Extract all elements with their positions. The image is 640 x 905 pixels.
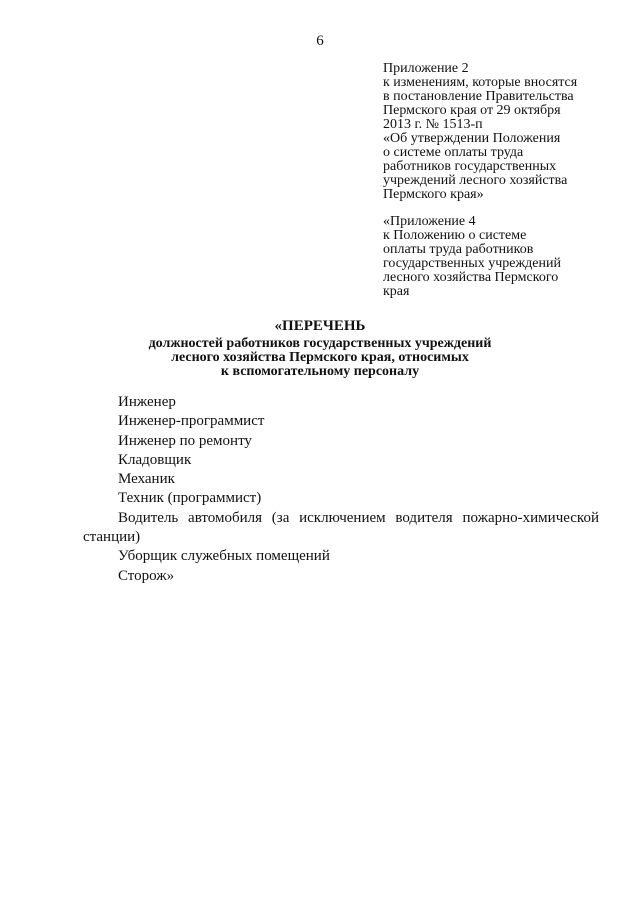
position-item: Инженер-программист	[118, 413, 265, 430]
list-subtitle-line: к вспомогательному персоналу	[220, 364, 420, 379]
list-subtitle	[0, 337, 640, 379]
appendix-2-line: 2013 г. № 1513-п	[383, 117, 483, 132]
appendix-2-line: «Об утверждении Положения	[383, 131, 561, 146]
appendix-2-line: Пермского края»	[383, 187, 484, 202]
appendix-2-line: о системе оплаты труда	[383, 145, 524, 160]
list-title: «ПЕРЕЧЕНЬ	[274, 318, 366, 334]
position-item: Механик	[118, 471, 175, 488]
position-item: Инженер	[118, 394, 176, 410]
appendix-2-line: в постановление Правительства	[383, 89, 574, 104]
position-item: Кладовщик	[118, 451, 192, 468]
appendix-4-line: края	[383, 284, 410, 299]
appendix-4-line: оплаты труда работников	[383, 242, 534, 257]
list-subtitle-line: лесного хозяйства Пермского края, относимых	[171, 350, 469, 365]
appendix-4-line: лесного хозяйства Пермского	[383, 270, 559, 285]
appendix-2-line: к изменениям, которые вносятся	[383, 75, 578, 90]
appendix-4-header	[383, 215, 623, 299]
position-item: Техник (программист)	[118, 490, 262, 507]
appendix-4-line: к Положению о системе	[383, 228, 527, 243]
positions-list	[83, 393, 599, 586]
page-number: 6	[316, 33, 324, 49]
appendix-2-header	[383, 62, 623, 202]
appendix-4-line: государственных учреждений	[383, 256, 561, 271]
appendix-2-line: Пермского края от 29 октября	[383, 103, 561, 118]
appendix-2-line: учреждений лесного хозяйства	[383, 173, 568, 188]
appendix-4-line: «Приложение 4	[383, 214, 476, 229]
position-item: Сторож»	[118, 567, 175, 584]
appendix-2-line: Приложение 2	[383, 61, 469, 76]
position-item: Уборщик служебных помещений	[118, 548, 330, 565]
appendix-2-line: работников государственных	[383, 159, 557, 174]
position-item: Водитель автомобиля (за исключением водителя пожарно-химической станции)	[83, 509, 599, 546]
position-item: Инженер по ремонту	[118, 432, 252, 449]
list-subtitle-line: должностей работников государственных учреждений	[148, 336, 492, 351]
